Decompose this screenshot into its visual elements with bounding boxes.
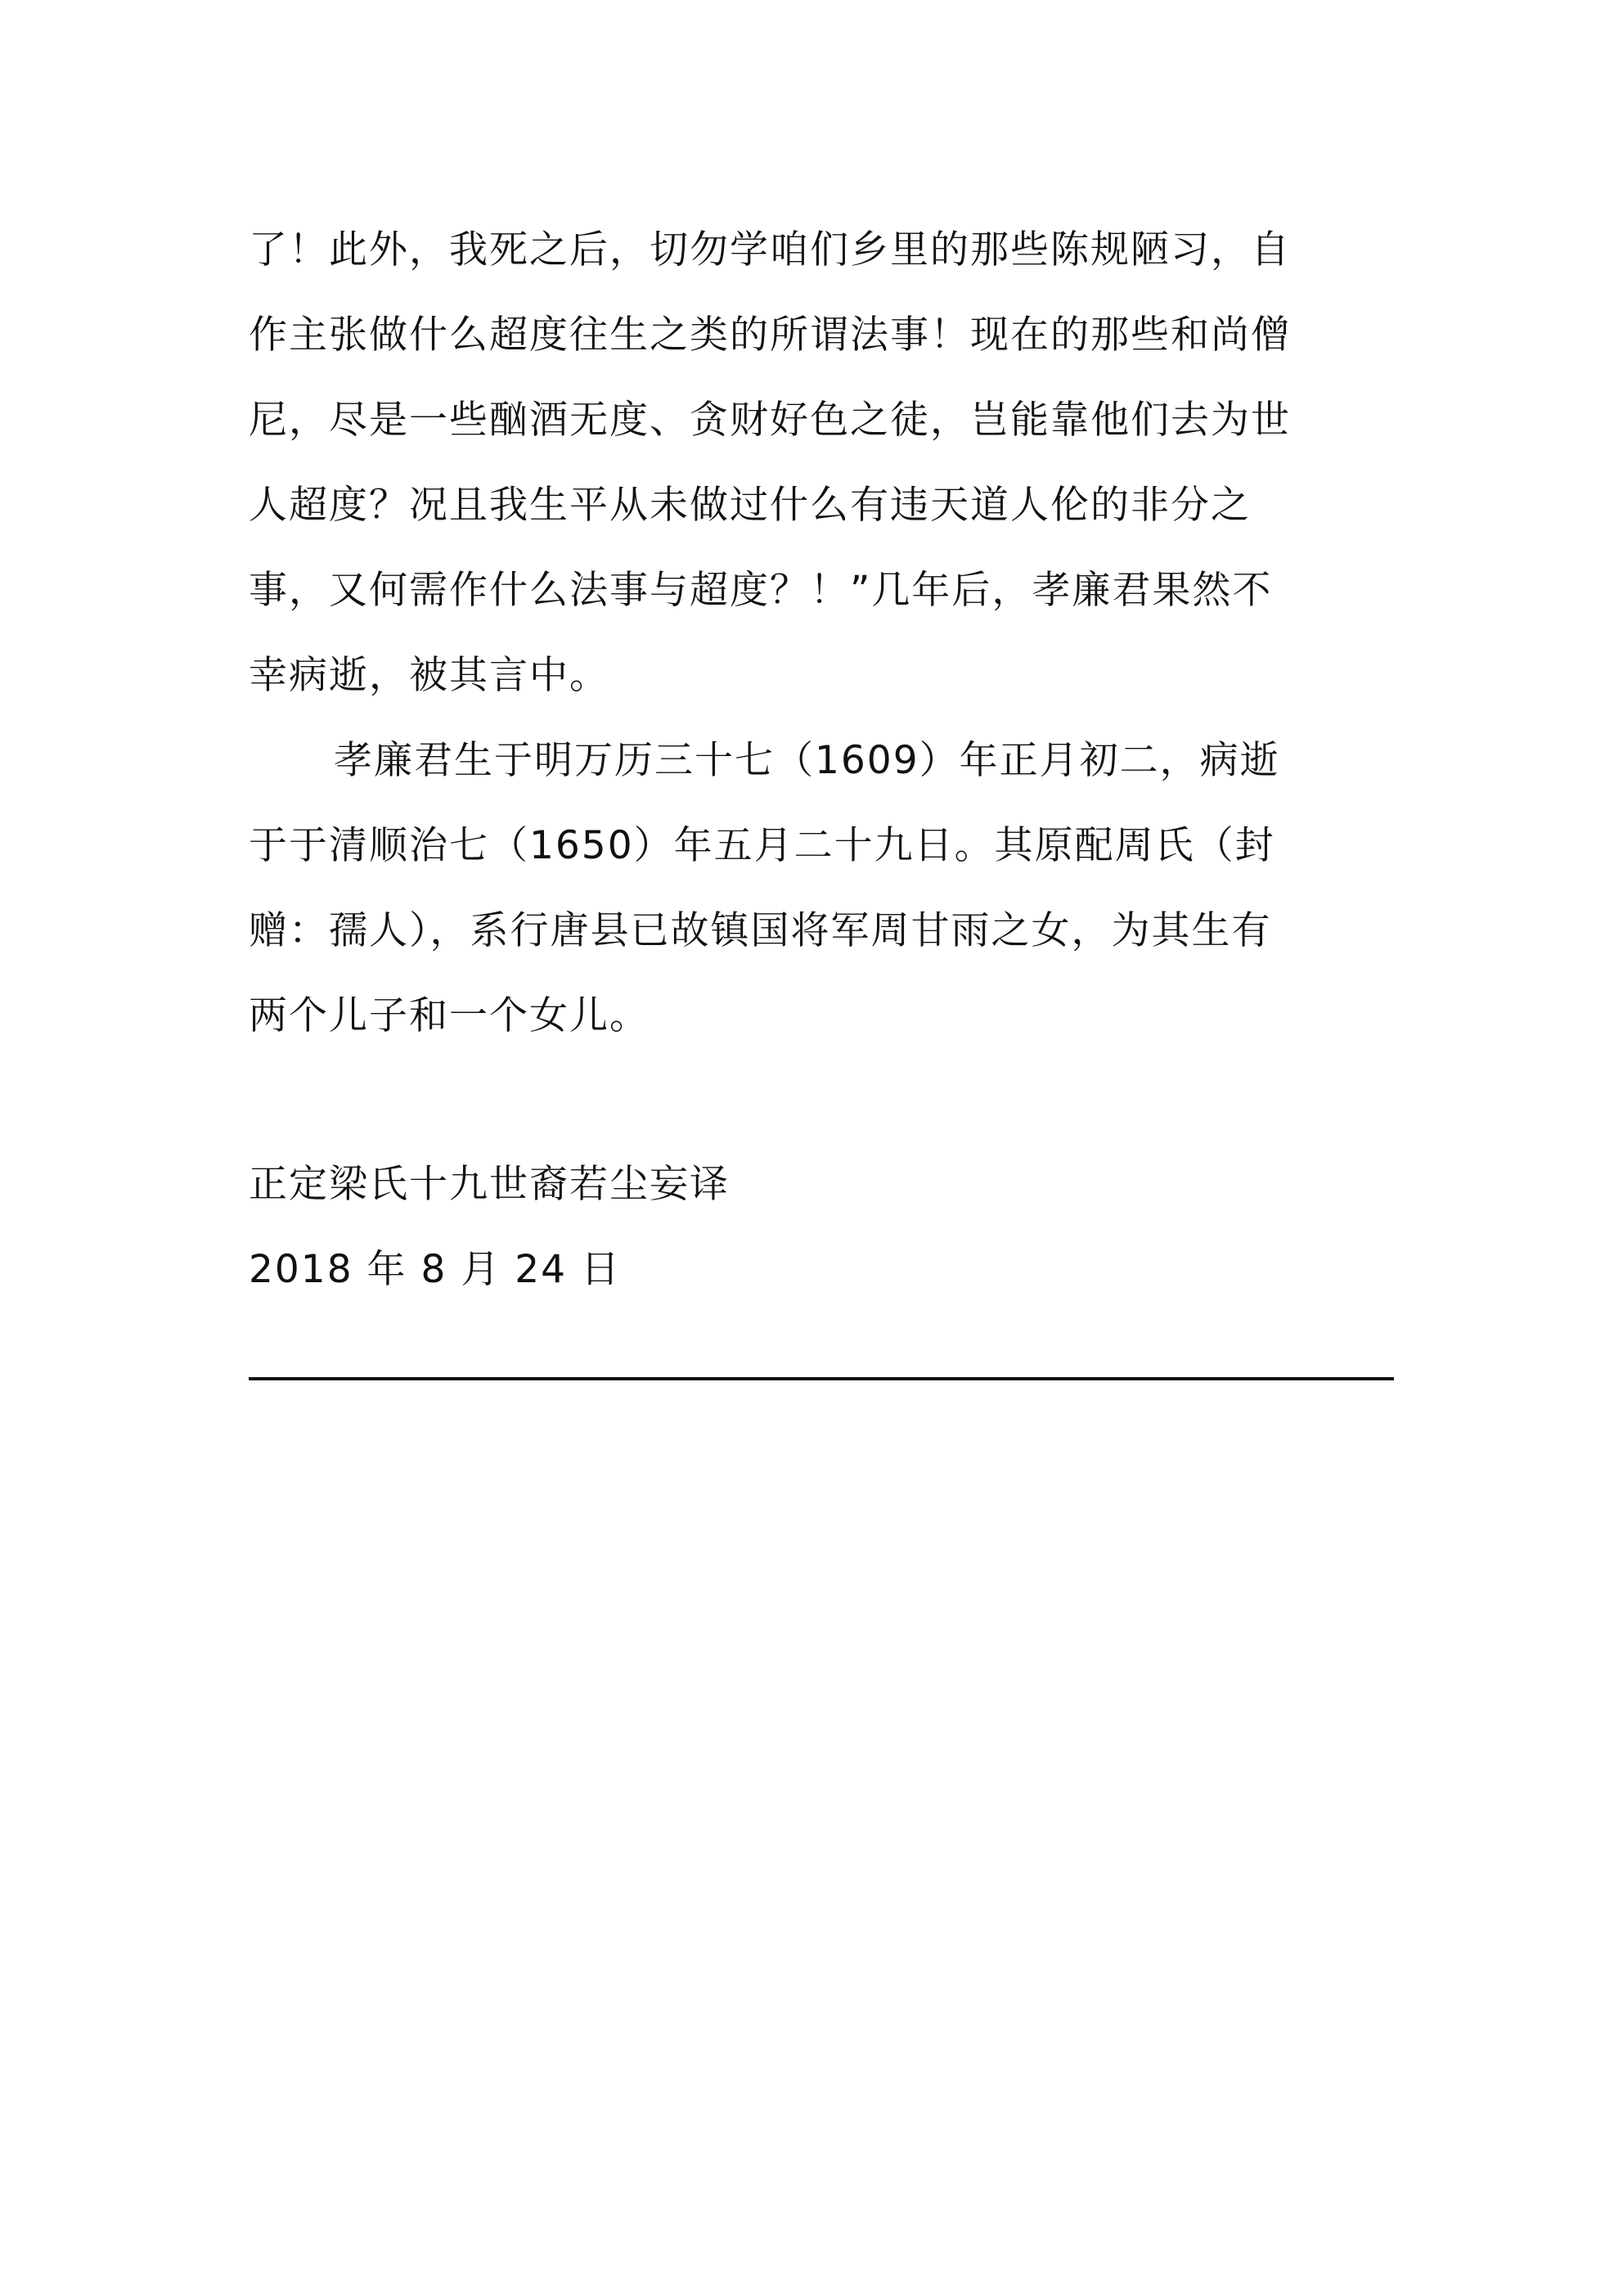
paragraph-1-line: 尼，尽是一些酗酒无度、贪财好色之徒，岂能靠他们去为世 [249, 398, 1291, 443]
body-text [249, 208, 1394, 1059]
signature-block [249, 1142, 1394, 1312]
paragraph-1-line: 作主张做什么超度往生之类的所谓法事！现在的那些和尚僧 [249, 313, 1291, 358]
translator-credit: 正定梁氏十九世裔若尘妄译 [249, 1162, 730, 1207]
paragraph-2-line: 两个儿子和一个女儿。 [249, 993, 650, 1038]
paragraph-2-line: 于于清顺治七（1650）年五月二十九日。其原配周氏（封 [249, 823, 1275, 868]
translation-date: 2018 年 8 月 24 日 [249, 1247, 622, 1292]
paragraph-1-line: 人超度？况且我生平从未做过什么有违天道人伦的非分之 [249, 483, 1251, 528]
paragraph-1 [249, 208, 1394, 718]
paragraph-2-line: 赠：孺人），系行唐县已故镇国将军周甘雨之女，为其生有 [249, 908, 1272, 953]
paragraph-1-line: 幸病逝，被其言中。 [249, 653, 609, 698]
paragraph-1-line: 了！此外，我死之后，切勿学咱们乡里的那些陈规陋习，自 [249, 227, 1291, 272]
paragraph-2-line: 孝廉君生于明万历三十七（1609）年正月初二，病逝 [334, 738, 1280, 783]
paragraph-1-line: 事，又何需作什么法事与超度？！”几年后，孝廉君果然不 [249, 568, 1273, 613]
divider-rule [249, 1377, 1394, 1380]
paragraph-2 [249, 718, 1394, 1059]
